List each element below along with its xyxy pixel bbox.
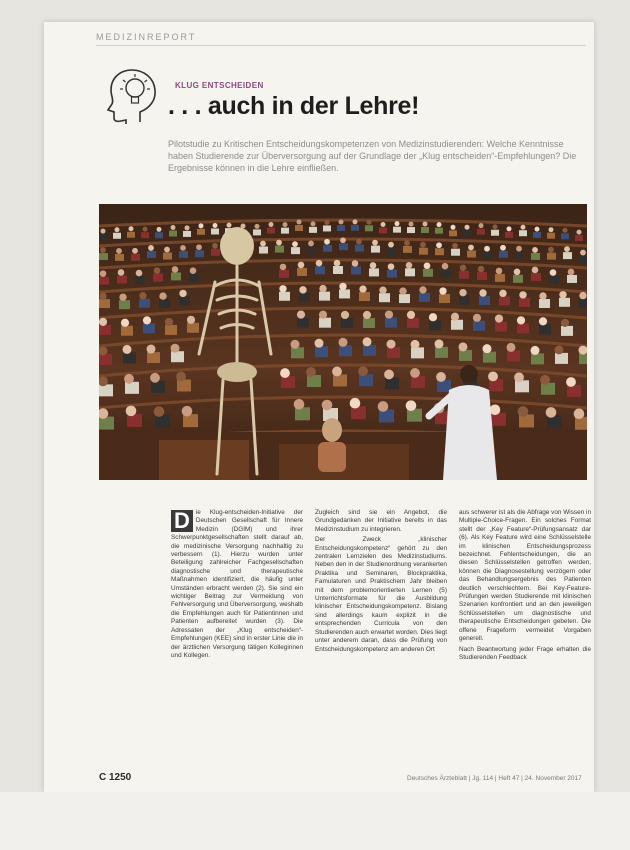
section-header: MEDIZINREPORT xyxy=(96,32,586,46)
head-lightbulb-icon xyxy=(106,66,160,126)
paragraph: ie Klug-entscheiden-Initiative der Deutschen Gesellschaft für Innere Medizin (DGIM) und ihrer Schwerpunktgesellschaften stellt darauf ab, die medizinische Versorgung nachhaltig zu verbessern (1). Hierzu wurden unter Beteiligung zahlreicher Fachgesellschaften diagnostische und therapeutische Maßnahmen identifiziert, die häufig unter Umständen erbracht werden (2). Sie sind ein wichtiger Beitrag zur Vermeidung von Fehlversorgung und Überversorgung, weshalb die Empfehlungen auch für Patientinnen und Patienten aufbereitet wurden (3). Die Adressaten der „Klug entscheiden“-Empfehlungen (KEE) sind in erster Linie die in der ärztlichen Versorgung tätigen Kolleginnen und Kollegen. xyxy=(171,509,303,659)
article-body xyxy=(171,509,591,774)
article-lead: Pilotstudie zu Kritischen Entscheidungskompetenzen von Medizinstudierenden: Welche Kenntnisse haben Studierende zur Überversorgung auf der Grundlage der „Klug entscheiden“-Empfehlungen? Die Ergebnisse können in die Lehre einfließen. xyxy=(168,139,577,173)
paragraph: Nach Beantwortung jeder Frage erhalten die Studierenden Feedback xyxy=(459,645,591,661)
lecture-hall-photo xyxy=(99,204,587,480)
source-line: Deutsches Ärzteblatt | Jg. 114 | Heft 47 | 24. November 2017 xyxy=(407,775,582,782)
article-kicker: KLUG ENTSCHEIDEN xyxy=(175,81,264,90)
page-number: C 1250 xyxy=(99,772,132,783)
scan-margin xyxy=(0,792,630,850)
drop-cap: D xyxy=(171,510,193,532)
magazine-page xyxy=(44,22,594,792)
paragraph: aus schwerer ist als die Abfrage von Wissen in Multiple-Choice-Fragen. Ein solches Format stellt der „Key Feature“-Prüfungsansatz dar (6). Als Key Feature wird eine Schlüsselstelle im klinischen Entscheidungsprozess bezeichnet. Fehlentscheidungen, die an diesen Schlüsselstellen getroffen werden, können die Diagnosestellung verzögern oder das Behandlungsergebnis des Patienten deutlich verschlechtern. Bei Key-Feature-Prüfungen werden Studierende mit klinischen Szenarien konfrontiert und an den jeweiligen Schlüsselstellen um diagnostische und therapeutische Entscheidungen gebeten. Die offene Frageform vermeidet Vorgaben generell. xyxy=(459,509,591,643)
paragraph: Der Zweck „klinischer Entscheidungskompetenz“ gehört zu den zentralen Lernzielen des Medizinstudiums. Neben den in der Studienordnung verankerten Praktika und Seminaren, Blockpraktika, Famulaturen und Praktischem Jahr bleiben mit dem problemorientierten Lernen (5) Unterrichtsformate für die Ausbildung klinischer Entscheidungskompetenz. Bislang sind allerdings kaum explizit in die entsprechenden Curricula von den Studierenden auch erwartet worden. Dies liegt unter anderem daran, dass die Prüfung von Entscheidungskompetenz am anderen Ort xyxy=(315,536,447,653)
paragraph: Zugleich sind sie ein Angebot, die Grundgedanken der Initiative bereits in das Medizinstudium zu integrieren. xyxy=(315,509,447,533)
article-title: . . . auch in der Lehre! xyxy=(168,92,420,120)
